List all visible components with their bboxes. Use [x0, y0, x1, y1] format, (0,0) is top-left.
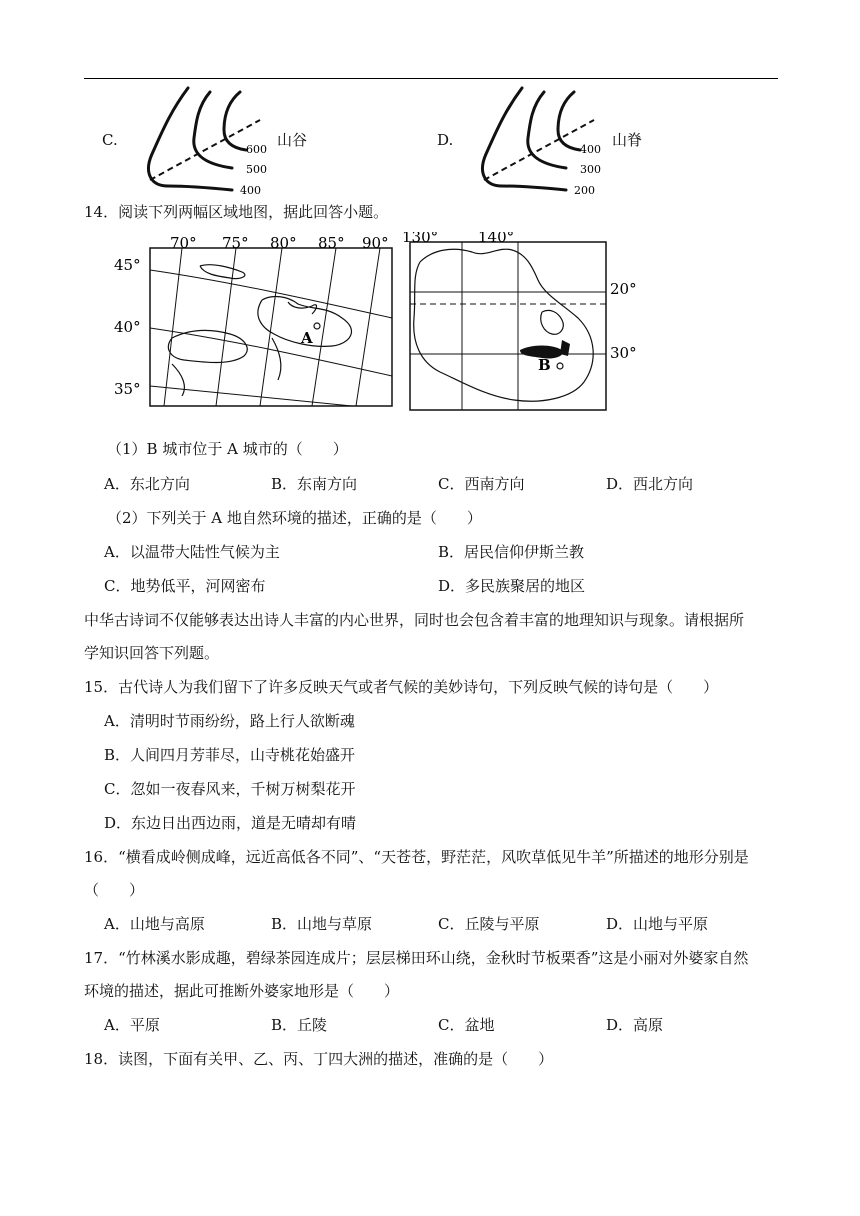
map-left-lon-1: 70° — [170, 234, 197, 252]
map-right-lon-1: 130° — [402, 232, 439, 246]
map-left-lon-2: 75° — [222, 234, 249, 252]
map-right — [402, 232, 652, 412]
contour-label-c-3: 400 — [240, 184, 261, 197]
q15-stem: 15．古代诗人为我们留下了许多反映天气或者气候的美妙诗句，下列反映气候的诗句是（ ） — [84, 678, 719, 696]
q17-option-c[interactable]: C．盆地 — [438, 1016, 495, 1034]
contour-label-d-3: 200 — [574, 184, 595, 197]
intro-line-1: 中华古诗词不仅能够表达出诗人丰富的内心世界，同时也会包含着丰富的地理知识与现象。请根据所 — [84, 611, 745, 629]
contour-label-c-1: 600 — [246, 143, 267, 156]
q16-stem: 16．“横看成岭侧成峰，远近高低各不同”、“天苍苍，野茫茫，风吹草低见牛羊”所描述的地形分别是 — [84, 848, 749, 866]
q18-stem: 18．读图，下面有关甲、乙、丙、丁四大洲的描述，准确的是（ ） — [84, 1050, 554, 1068]
map-left-lon-3: 80° — [270, 234, 297, 252]
q15-option-a[interactable]: A．清明时节雨纷纷，路上行人欲断魂 — [104, 712, 355, 730]
contour-label-d-1: 400 — [580, 143, 601, 156]
map-right-lon-2: 140° — [478, 232, 515, 246]
map-left — [112, 234, 397, 412]
option-d-letter: D. — [437, 131, 454, 149]
map-left-city-label: A — [301, 329, 313, 347]
map-right-lat-1: 20° — [610, 280, 637, 298]
q16-option-c[interactable]: C．丘陵与平原 — [438, 915, 540, 933]
q17-stem: 17．“竹林溪水影成趣，碧绿茶园连成片；层层梯田环山绕，金秋时节板栗香”这是小丽对外婆家自然 — [84, 949, 749, 967]
q15-option-d[interactable]: D．东边日出西边雨，道是无晴却有晴 — [104, 814, 357, 832]
q14-sub2-stem: （2）下列关于 A 地自然环境的描述，正确的是（ ） — [107, 509, 482, 527]
q17-stem-2: 环境的描述，据此可推断外婆家地形是（ ） — [84, 982, 400, 1000]
q17-option-b[interactable]: B．丘陵 — [271, 1016, 328, 1034]
option-c-letter: C. — [102, 131, 118, 149]
map-left-lat-1: 45° — [114, 256, 141, 274]
q17-option-d[interactable]: D．高原 — [606, 1016, 664, 1034]
contour-figure-d — [474, 82, 604, 197]
q16-option-a[interactable]: A．山地与高原 — [104, 915, 205, 933]
map-left-lat-2: 40° — [114, 318, 141, 336]
q14-sub1-option-b[interactable]: B．东南方向 — [271, 475, 358, 493]
option-d-label: 山脊 — [612, 131, 643, 149]
map-right-city-label: B — [538, 356, 551, 374]
q17-option-a[interactable]: A．平原 — [104, 1016, 160, 1034]
map-left-lon-4: 85° — [318, 234, 345, 252]
q14-sub2-option-c[interactable]: C．地势低平，河网密布 — [104, 577, 266, 595]
q14-sub2-option-a[interactable]: A．以温带大陆性气候为主 — [104, 543, 280, 561]
q14-sub1-option-c[interactable]: C．西南方向 — [438, 475, 525, 493]
q16-option-d[interactable]: D．山地与平原 — [606, 915, 709, 933]
q16-stem-2: （ ） — [84, 881, 145, 899]
map-left-lon-5: 90° — [362, 234, 389, 252]
q14-sub2-option-b[interactable]: B．居民信仰伊斯兰教 — [438, 543, 585, 561]
q14-sub2-option-d[interactable]: D．多民族聚居的地区 — [438, 577, 586, 595]
q14-sub1-option-d[interactable]: D．西北方向 — [606, 475, 694, 493]
q14-stem: 14．阅读下列两幅区域地图，据此回答小题。 — [84, 203, 389, 221]
q16-option-b[interactable]: B．山地与草原 — [271, 915, 373, 933]
q15-option-c[interactable]: C．忽如一夜春风来，千树万树梨花开 — [104, 780, 356, 798]
header-rule — [84, 78, 778, 79]
contour-label-d-2: 300 — [580, 163, 601, 176]
q14-sub1-option-a[interactable]: A．东北方向 — [104, 475, 190, 493]
contour-figure-c — [140, 82, 270, 197]
q15-option-b[interactable]: B．人间四月芳菲尽，山寺桃花始盛开 — [104, 746, 356, 764]
q14-sub1-stem: （1）B 城市位于 A 城市的（ ） — [107, 440, 348, 458]
contour-label-c-2: 500 — [246, 163, 267, 176]
map-left-lat-3: 35° — [114, 380, 141, 398]
option-c-label: 山谷 — [277, 131, 308, 149]
intro-line-2: 学知识回答下列题。 — [84, 644, 220, 662]
map-right-lat-2: 30° — [610, 344, 637, 362]
